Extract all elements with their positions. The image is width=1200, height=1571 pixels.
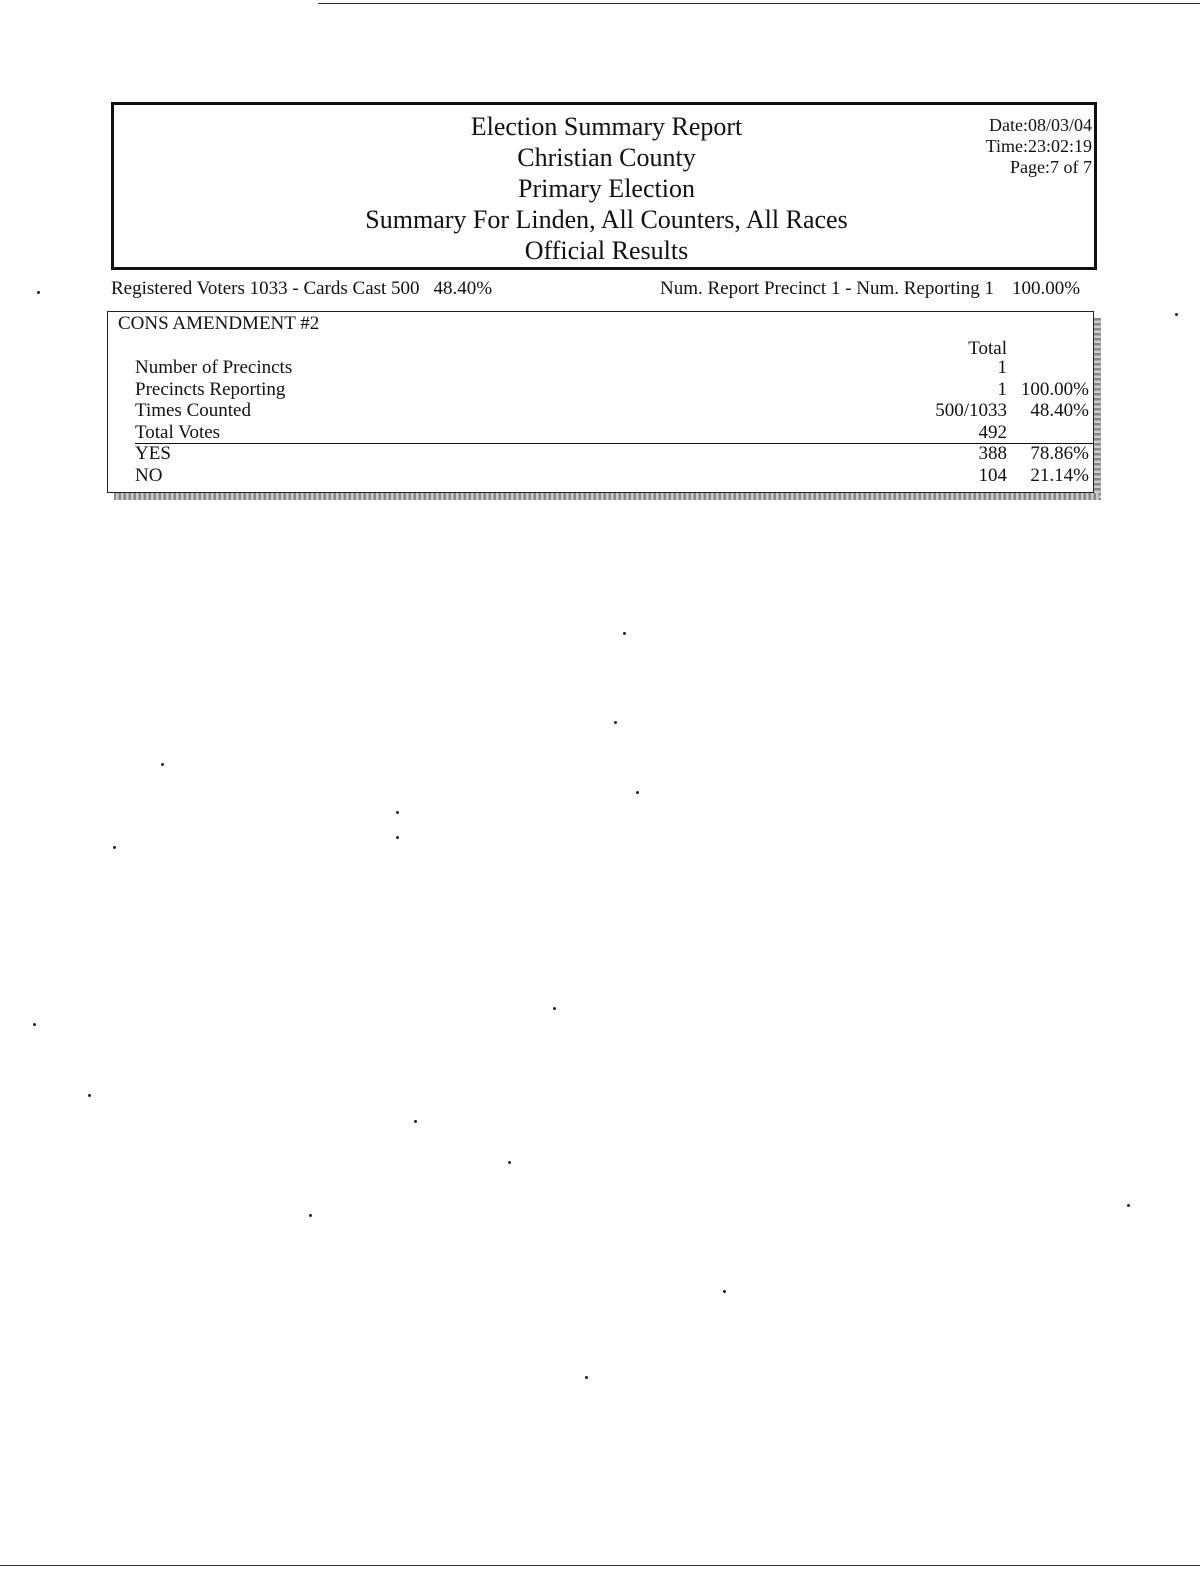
scan-speck <box>553 1007 556 1010</box>
stat-total: 1 <box>997 378 1007 400</box>
stat-total: 500/1033 <box>935 400 1007 421</box>
race-rows <box>108 357 1093 486</box>
choice-votes: 388 <box>978 443 1007 464</box>
county-name: Christian County <box>517 143 696 172</box>
report-header <box>111 102 1097 270</box>
stat-total: 492 <box>978 421 1007 443</box>
report-meta <box>986 115 1092 178</box>
scan-speck <box>37 291 40 294</box>
scan-speck <box>113 846 116 849</box>
page-number: Page:7 of 7 <box>1010 157 1092 177</box>
scan-speck <box>1175 313 1178 316</box>
reporting-summary <box>660 278 1080 300</box>
scan-bottom-rule <box>0 1565 1200 1566</box>
reporting-percent: 100.00% <box>1012 278 1081 299</box>
report-title: Election Summary Report <box>470 112 743 141</box>
stat-label: Times Counted <box>135 400 251 421</box>
scan-speck <box>1127 1204 1130 1207</box>
stat-row <box>108 422 1093 444</box>
summary-scope: Summary For Linden, All Counters, All Races <box>365 205 848 234</box>
race-title: CONS AMENDMENT #2 <box>118 313 320 334</box>
report-date: Date:08/03/04 <box>989 115 1092 135</box>
report-title-block <box>114 111 1099 266</box>
stat-percent: 100.00% <box>1020 378 1089 400</box>
scan-speck <box>396 811 399 814</box>
election-name: Primary Election <box>518 174 695 203</box>
totals-separator <box>135 443 1093 444</box>
stat-row <box>108 379 1093 401</box>
reporting-text: Num. Report Precinct 1 - Num. Reporting 1 <box>660 278 995 299</box>
choice-votes: 104 <box>978 464 1007 486</box>
scan-speck <box>614 721 617 724</box>
scan-speck <box>585 1376 588 1379</box>
choice-percent: 21.14% <box>1030 464 1089 486</box>
report-time: Time:23:02:19 <box>985 136 1092 156</box>
scan-speck <box>88 1094 91 1097</box>
stat-percent: 48.40% <box>1030 400 1089 421</box>
scan-speck <box>723 1290 726 1293</box>
total-column-header: Total <box>968 338 1007 359</box>
choice-row-yes <box>108 443 1093 465</box>
stat-row <box>108 400 1093 422</box>
choice-label: YES <box>135 443 171 464</box>
stat-total: 1 <box>997 357 1007 378</box>
choice-percent: 78.86% <box>1030 443 1089 464</box>
stat-row <box>108 357 1093 379</box>
scan-top-rule <box>318 3 1200 4</box>
registered-voters-text: Registered Voters 1033 - Cards Cast 500 <box>111 278 420 299</box>
stat-label: Total Votes <box>135 421 221 443</box>
stat-label: Precincts Reporting <box>135 378 286 400</box>
registration-summary <box>111 278 492 300</box>
scan-speck <box>623 632 626 635</box>
scan-speck <box>33 1023 36 1026</box>
choice-row-no <box>108 465 1093 487</box>
scan-speck <box>309 1214 312 1217</box>
race-results-box <box>107 311 1094 493</box>
results-status: Official Results <box>524 236 689 265</box>
choice-label: NO <box>135 464 163 486</box>
scan-speck <box>161 763 164 766</box>
scan-speck <box>396 836 399 839</box>
stat-label: Number of Precincts <box>135 357 293 378</box>
turnout-percent: 48.40% <box>433 278 493 299</box>
scan-speck <box>636 791 639 794</box>
scan-speck <box>414 1120 417 1123</box>
scan-speck <box>508 1161 511 1164</box>
